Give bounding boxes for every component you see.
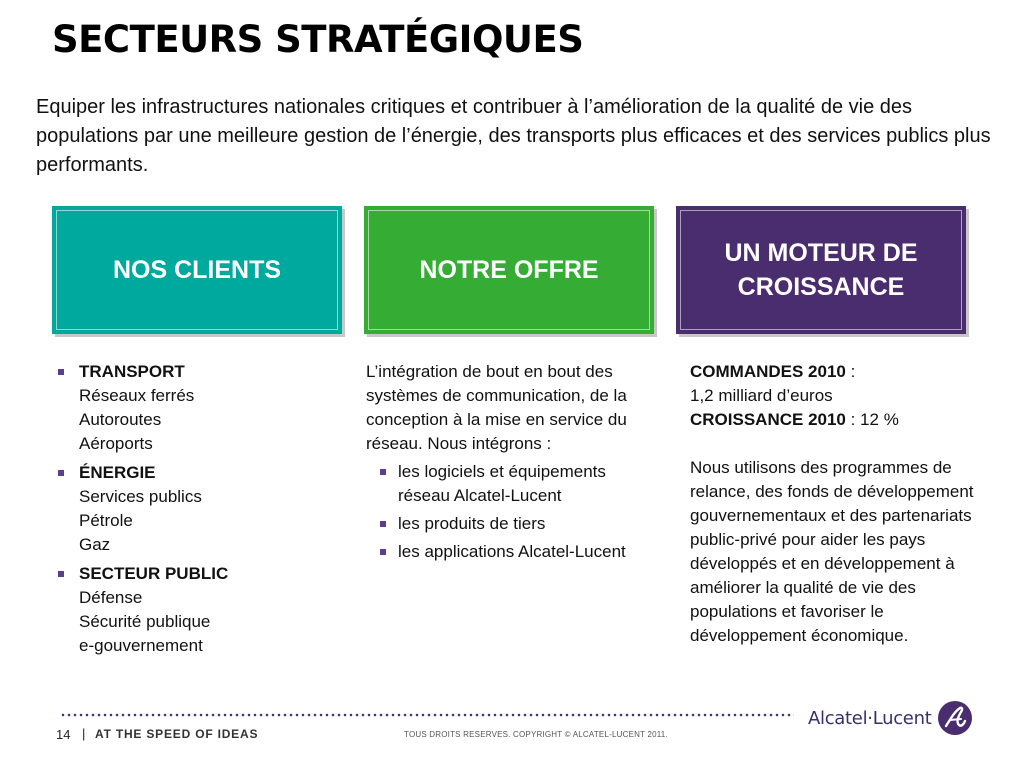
offer-item: les applications Alcatel-Lucent [366, 540, 636, 564]
offer-column [366, 360, 636, 568]
growth-value: : 12 % [845, 410, 899, 429]
orders-line [690, 360, 980, 384]
sector-item: Réseaux ferrés [79, 386, 195, 405]
box-offer-label: NOTRE OFFRE [419, 256, 599, 284]
sector-item: Autoroutes [79, 410, 162, 429]
box-growth-line1: UN MOTEUR DE [724, 239, 918, 267]
logo-text: Alcatel·Lucent [808, 707, 932, 729]
orders-label: COMMANDES 2010 [690, 362, 846, 381]
growth-label: CROISSANCE 2010 [690, 410, 846, 429]
box-growth-line2: CROISSANCE [737, 273, 905, 301]
sector-heading: SECTEUR PUBLIC [79, 564, 229, 583]
sector-heading: TRANSPORT [79, 362, 185, 381]
box-growth-label [704, 236, 937, 304]
offer-list [366, 460, 636, 564]
growth-column [690, 360, 980, 648]
footer-separator: | [82, 726, 86, 741]
sector-item: Défense [79, 588, 143, 607]
sector-item: Aéroports [79, 434, 153, 453]
client-sector [55, 461, 325, 557]
box-notre-offre [364, 206, 654, 334]
spacer [690, 432, 980, 456]
sector-item: Gaz [79, 535, 111, 554]
offer-text: L’intégration de bout en bout des systèmes de communication, de la conception à la mise en service du réseau. Nous intégrons : [366, 362, 627, 453]
client-sector [55, 360, 325, 456]
company-logo [808, 700, 973, 736]
sector-item: Sécurité publique [79, 612, 211, 631]
footer-tagline: AT THE SPEED OF IDEAS [95, 727, 259, 741]
client-sector [55, 562, 325, 658]
clients-column [55, 360, 325, 663]
box-nos-clients [52, 206, 342, 334]
growth-text: Nous utilisons des programmes de relance, des fonds de développement gouvernementaux et des partenariats public-privé pour aider les pays développés et en développement à améliorer la qualité de vie des populations et favoriser le développement économique. [690, 458, 974, 645]
sector-heading: ÉNERGIE [79, 463, 156, 482]
slide-title: SECTEURS STRATÉGIQUES [52, 18, 584, 61]
dotted-divider [60, 713, 794, 717]
clients-list [55, 360, 325, 658]
sector-item: e-gouvernement [79, 636, 203, 655]
offer-item: les produits de tiers [366, 512, 636, 536]
box-clients-label: NOS CLIENTS [112, 256, 282, 284]
orders-separator: : [845, 362, 856, 381]
alcatel-lucent-symbol-icon [937, 700, 973, 736]
offer-item: les logiciels et équipements réseau Alcatel-Lucent [366, 460, 636, 508]
sector-item: Pétrole [79, 511, 133, 530]
intro-text: Equiper les infrastructures nationales critiques et contribuer à l’amélioration de la qualité de vie des populations par une meilleure gestion de l’énergie, des transports plus efficaces et des services publics plus performants. [36, 96, 991, 176]
orders-value: 1,2 milliard d’euros [690, 386, 833, 405]
page-number: 14 [56, 727, 71, 742]
growth-line [690, 408, 980, 432]
footer-copyright: TOUS DROITS RESERVES. COPYRIGHT © ALCATEL-LUCENT 2011. [404, 730, 668, 739]
sector-item: Services publics [79, 487, 202, 506]
box-moteur-croissance [676, 206, 966, 334]
